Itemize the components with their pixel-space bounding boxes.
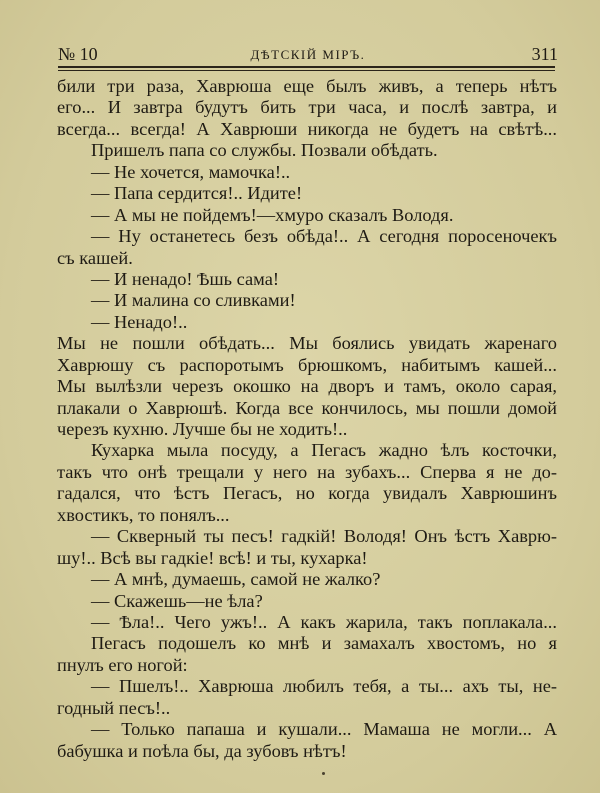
text-line: такъ что онѣ трещали у него на зубахъ... Сперва я не до- xyxy=(57,461,557,482)
header-rule-thick xyxy=(58,66,555,68)
text-line: съ кашей. xyxy=(57,247,133,268)
text-line: — Скажешь—не ѣла? xyxy=(91,590,263,611)
text-line: — А мы не пойдемъ!—хмуро сказалъ Володя. xyxy=(91,204,454,225)
running-header xyxy=(58,44,558,66)
text-line: — А мнѣ, думаешь, самой не жалко? xyxy=(91,569,381,590)
text-line: — Пшелъ!.. Хаврюша любилъ тебя, а ты... ахъ ты, не- xyxy=(91,676,557,697)
text-line: всегда... всегда! А Хаврюши никогда не будетъ на свѣтѣ... xyxy=(57,118,557,139)
text-line: — Ненадо!.. xyxy=(91,311,188,332)
text-line: — Папа сердится!.. Идите! xyxy=(91,183,303,204)
text-line: — Только папаша и кушали... Мамаша не могли... А xyxy=(91,719,557,740)
header-rule-thin xyxy=(58,70,555,71)
text-line: Кухарка мыла посуду, а Пегасъ жадно ѣлъ косточки, xyxy=(91,440,557,461)
text-line: плакали о Хаврюшѣ. Когда все кончилось, мы пошли домой xyxy=(57,397,557,418)
text-line: годный песъ!.. xyxy=(57,697,171,718)
text-line: шу!.. Всѣ вы гадкіе! всѣ! и ты, кухарка! xyxy=(57,547,368,568)
text-line: Мы вылѣзли черезъ окошко на дворъ и тамъ, около сарая, xyxy=(57,376,557,397)
text-line: — Ѣла!.. Чего ужъ!.. А какъ жарила, такъ поплакала... xyxy=(91,611,557,632)
text-line: — Ну останетесь безъ обѣда!.. А сегодня поросеночекъ xyxy=(91,226,557,247)
page-speck xyxy=(322,772,325,775)
text-line: Пегасъ подошелъ ко мнѣ и замахалъ хвостомъ, но я xyxy=(91,633,557,654)
text-line: бабушка и поѣла бы, да зубовъ нѣтъ! xyxy=(57,740,347,761)
text-line: черезъ кухню. Лучше бы не ходить!.. xyxy=(57,419,348,439)
text-line: — Не хочется, мамочка!.. xyxy=(91,161,291,182)
text-line: хвостикъ, то понялъ... xyxy=(57,504,230,525)
text-line: Мы не пошли обѣдать... Мы боялись увидать жаренаго xyxy=(57,333,557,354)
story-text xyxy=(57,76,557,762)
text-line: — И ненадо! Ѣшь сама! xyxy=(91,268,279,289)
text-line: Хаврюшу съ распоротымъ брюшкомъ, набитымъ кашей... xyxy=(57,354,557,375)
text-line: Пришелъ папа со службы. Позвали обѣдать. xyxy=(91,140,438,161)
text-line: гадался, что ѣстъ Пегасъ, но когда увидалъ Хаврюшинъ xyxy=(57,483,557,504)
journal-title: ДѢТСКІЙ МІРЪ. xyxy=(250,47,366,62)
text-line: били три раза, Хаврюша еще былъ живъ, а теперь нѣтъ xyxy=(57,76,557,96)
issue-number: № 10 xyxy=(58,44,98,64)
text-line: его... И завтра будутъ бить три часа, и послѣ завтра, и xyxy=(57,97,557,118)
text-line: — И малина со сливками! xyxy=(91,290,296,311)
text-line: — Скверный ты песъ! гадкій! Володя! Онъ ѣстъ Хаврю- xyxy=(91,526,557,547)
text-line: пнулъ его ногой: xyxy=(57,654,188,675)
page-number: 311 xyxy=(531,44,558,64)
